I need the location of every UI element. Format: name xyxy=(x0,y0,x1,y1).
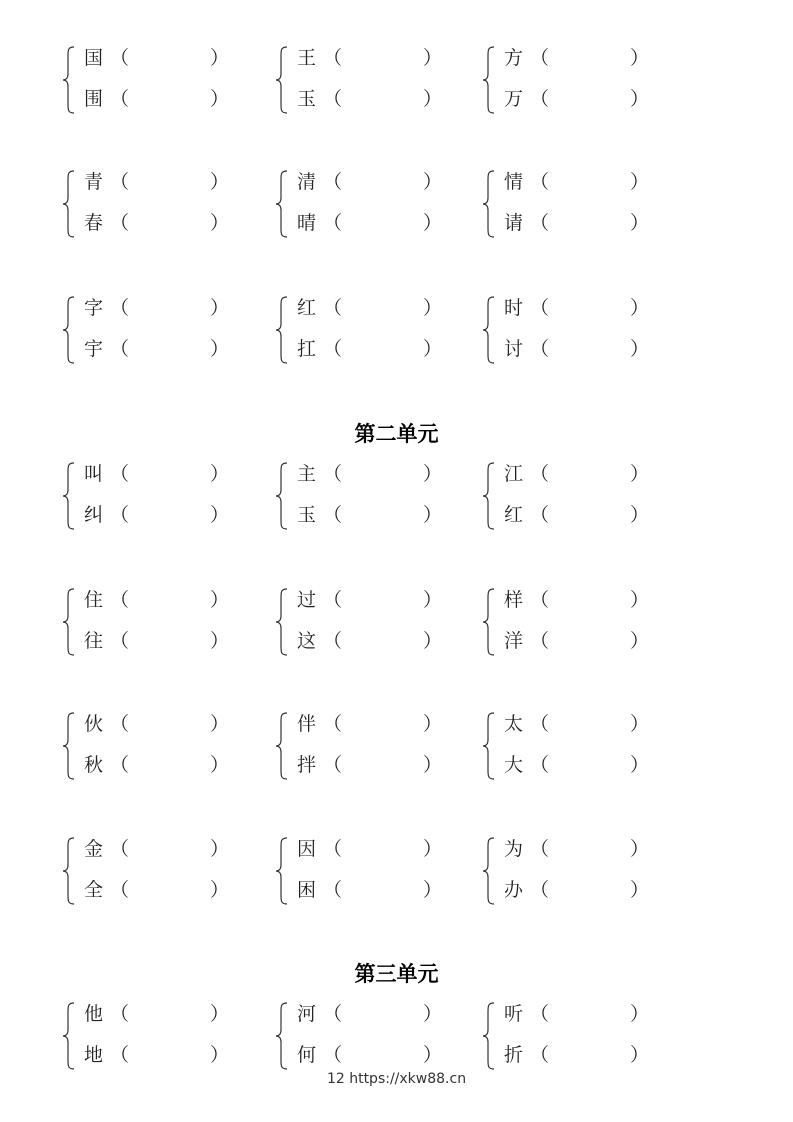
fill-in-line xyxy=(297,876,442,904)
curly-brace-icon xyxy=(482,837,496,905)
close-paren: ） xyxy=(630,504,650,526)
character: 金 xyxy=(84,838,104,860)
open-paren: （ xyxy=(530,47,550,69)
word-pair-group xyxy=(482,998,672,1074)
character: 大 xyxy=(504,754,524,776)
close-paren: ） xyxy=(423,1003,443,1025)
open-paren: （ xyxy=(110,589,130,611)
open-paren: （ xyxy=(323,338,343,360)
close-paren: ） xyxy=(630,88,650,110)
character: 方 xyxy=(504,47,524,69)
fill-in-line xyxy=(84,85,229,113)
character: 洋 xyxy=(504,630,524,652)
open-paren: （ xyxy=(110,297,130,319)
open-paren: （ xyxy=(110,171,130,193)
open-paren: （ xyxy=(530,297,550,319)
word-pair-group xyxy=(275,42,465,118)
fill-in-line xyxy=(504,44,649,72)
close-paren: ） xyxy=(630,589,650,611)
word-pair-group xyxy=(275,166,465,242)
close-paren: ） xyxy=(630,47,650,69)
character: 玉 xyxy=(297,504,317,526)
open-paren: （ xyxy=(110,212,130,234)
curly-brace-icon xyxy=(482,712,496,780)
fill-in-line xyxy=(297,835,442,863)
character: 地 xyxy=(84,1044,104,1066)
open-paren: （ xyxy=(110,713,130,735)
fill-in-line xyxy=(504,876,649,904)
character: 办 xyxy=(504,879,524,901)
close-paren: ） xyxy=(210,47,230,69)
character: 为 xyxy=(504,838,524,860)
fill-in-line xyxy=(504,85,649,113)
fill-in-line xyxy=(84,1000,229,1028)
word-pair-group xyxy=(482,458,672,534)
fill-in-line xyxy=(297,710,442,738)
close-paren: ） xyxy=(423,589,443,611)
character: 住 xyxy=(84,589,104,611)
curly-brace-icon xyxy=(62,1002,76,1070)
open-paren: （ xyxy=(323,1003,343,1025)
close-paren: ） xyxy=(630,879,650,901)
fill-in-line xyxy=(297,1041,442,1069)
open-paren: （ xyxy=(530,589,550,611)
fill-in-line xyxy=(297,168,442,196)
character: 讨 xyxy=(504,338,524,360)
character: 伴 xyxy=(297,713,317,735)
character: 河 xyxy=(297,1003,317,1025)
fill-in-line xyxy=(504,1000,649,1028)
fill-in-line xyxy=(84,209,229,237)
close-paren: ） xyxy=(210,463,230,485)
curly-brace-icon xyxy=(275,170,289,238)
close-paren: ） xyxy=(210,879,230,901)
character: 叫 xyxy=(84,463,104,485)
open-paren: （ xyxy=(530,879,550,901)
character: 折 xyxy=(504,1044,524,1066)
open-paren: （ xyxy=(530,504,550,526)
curly-brace-icon xyxy=(62,46,76,114)
fill-in-line xyxy=(504,710,649,738)
fill-in-line xyxy=(504,209,649,237)
word-pair-group xyxy=(482,708,672,784)
open-paren: （ xyxy=(530,838,550,860)
close-paren: ） xyxy=(210,338,230,360)
close-paren: ） xyxy=(210,1044,230,1066)
close-paren: ） xyxy=(630,171,650,193)
open-paren: （ xyxy=(110,463,130,485)
curly-brace-icon xyxy=(62,170,76,238)
word-pair-group xyxy=(275,458,465,534)
fill-in-line xyxy=(84,1041,229,1069)
word-pair-group xyxy=(275,708,465,784)
fill-in-line xyxy=(84,876,229,904)
open-paren: （ xyxy=(530,88,550,110)
close-paren: ） xyxy=(423,297,443,319)
character: 听 xyxy=(504,1003,524,1025)
open-paren: （ xyxy=(530,713,550,735)
curly-brace-icon xyxy=(62,462,76,530)
close-paren: ） xyxy=(423,338,443,360)
close-paren: ） xyxy=(423,88,443,110)
close-paren: ） xyxy=(423,1044,443,1066)
open-paren: （ xyxy=(110,88,130,110)
curly-brace-icon xyxy=(62,588,76,656)
character: 时 xyxy=(504,297,524,319)
close-paren: ） xyxy=(210,589,230,611)
open-paren: （ xyxy=(323,589,343,611)
unit3-heading: 第三单元 xyxy=(354,962,439,986)
character: 拌 xyxy=(297,754,317,776)
character: 过 xyxy=(297,589,317,611)
curly-brace-icon xyxy=(275,296,289,364)
open-paren: （ xyxy=(110,1044,130,1066)
curly-brace-icon xyxy=(275,46,289,114)
character: 王 xyxy=(297,47,317,69)
word-pair-group xyxy=(482,584,672,660)
fill-in-line xyxy=(84,627,229,655)
fill-in-line xyxy=(504,335,649,363)
character: 他 xyxy=(84,1003,104,1025)
character: 春 xyxy=(84,212,104,234)
close-paren: ） xyxy=(630,754,650,776)
fill-in-line xyxy=(84,44,229,72)
character: 秋 xyxy=(84,754,104,776)
character: 晴 xyxy=(297,212,317,234)
word-pair-group xyxy=(62,708,252,784)
open-paren: （ xyxy=(323,297,343,319)
open-paren: （ xyxy=(323,838,343,860)
word-pair-group xyxy=(482,833,672,909)
close-paren: ） xyxy=(423,463,443,485)
fill-in-line xyxy=(84,835,229,863)
fill-in-line xyxy=(84,335,229,363)
character: 主 xyxy=(297,463,317,485)
close-paren: ） xyxy=(423,171,443,193)
open-paren: （ xyxy=(323,879,343,901)
close-paren: ） xyxy=(423,879,443,901)
character: 何 xyxy=(297,1044,317,1066)
word-pair-group xyxy=(62,42,252,118)
fill-in-line xyxy=(504,460,649,488)
open-paren: （ xyxy=(323,1044,343,1066)
character: 清 xyxy=(297,171,317,193)
close-paren: ） xyxy=(210,171,230,193)
open-paren: （ xyxy=(530,630,550,652)
close-paren: ） xyxy=(423,713,443,735)
fill-in-line xyxy=(504,1041,649,1069)
close-paren: ） xyxy=(630,463,650,485)
open-paren: （ xyxy=(323,47,343,69)
fill-in-line xyxy=(84,501,229,529)
character: 万 xyxy=(504,88,524,110)
character: 红 xyxy=(504,504,524,526)
fill-in-line xyxy=(504,751,649,779)
curly-brace-icon xyxy=(275,837,289,905)
open-paren: （ xyxy=(110,879,130,901)
close-paren: ） xyxy=(630,212,650,234)
fill-in-line xyxy=(297,501,442,529)
character: 这 xyxy=(297,630,317,652)
close-paren: ） xyxy=(210,713,230,735)
fill-in-line xyxy=(297,1000,442,1028)
fill-in-line xyxy=(504,835,649,863)
page-footer: 12 https://xkw88.cn xyxy=(326,1071,467,1087)
character: 围 xyxy=(84,88,104,110)
close-paren: ） xyxy=(423,838,443,860)
open-paren: （ xyxy=(530,1003,550,1025)
fill-in-line xyxy=(84,710,229,738)
open-paren: （ xyxy=(323,754,343,776)
word-pair-group xyxy=(275,833,465,909)
close-paren: ） xyxy=(423,504,443,526)
close-paren: ） xyxy=(210,1003,230,1025)
character: 情 xyxy=(504,171,524,193)
word-pair-group xyxy=(62,998,252,1074)
open-paren: （ xyxy=(110,338,130,360)
fill-in-line xyxy=(297,209,442,237)
word-pair-group xyxy=(62,584,252,660)
word-pair-group xyxy=(62,292,252,368)
open-paren: （ xyxy=(110,1003,130,1025)
curly-brace-icon xyxy=(275,462,289,530)
fill-in-line xyxy=(84,294,229,322)
curly-brace-icon xyxy=(482,588,496,656)
open-paren: （ xyxy=(323,171,343,193)
curly-brace-icon xyxy=(482,296,496,364)
close-paren: ） xyxy=(630,297,650,319)
close-paren: ） xyxy=(423,630,443,652)
word-pair-group xyxy=(275,584,465,660)
character: 纠 xyxy=(84,504,104,526)
close-paren: ） xyxy=(630,713,650,735)
open-paren: （ xyxy=(530,1044,550,1066)
open-paren: （ xyxy=(110,47,130,69)
close-paren: ） xyxy=(210,838,230,860)
open-paren: （ xyxy=(110,630,130,652)
character: 样 xyxy=(504,589,524,611)
word-pair-group xyxy=(482,166,672,242)
curly-brace-icon xyxy=(275,1002,289,1070)
close-paren: ） xyxy=(423,754,443,776)
fill-in-line xyxy=(84,460,229,488)
word-pair-group xyxy=(275,998,465,1074)
close-paren: ） xyxy=(210,212,230,234)
fill-in-line xyxy=(297,627,442,655)
word-pair-group xyxy=(482,42,672,118)
open-paren: （ xyxy=(110,838,130,860)
fill-in-line xyxy=(297,44,442,72)
open-paren: （ xyxy=(110,754,130,776)
fill-in-line xyxy=(297,85,442,113)
character: 伙 xyxy=(84,713,104,735)
close-paren: ） xyxy=(630,838,650,860)
word-pair-group xyxy=(62,833,252,909)
fill-in-line xyxy=(504,586,649,614)
curly-brace-icon xyxy=(482,170,496,238)
open-paren: （ xyxy=(323,463,343,485)
close-paren: ） xyxy=(630,630,650,652)
close-paren: ） xyxy=(210,504,230,526)
character: 宇 xyxy=(84,338,104,360)
close-paren: ） xyxy=(210,630,230,652)
close-paren: ） xyxy=(630,338,650,360)
character: 国 xyxy=(84,47,104,69)
fill-in-line xyxy=(504,168,649,196)
curly-brace-icon xyxy=(482,46,496,114)
character: 因 xyxy=(297,838,317,860)
fill-in-line xyxy=(84,168,229,196)
character: 全 xyxy=(84,879,104,901)
word-pair-group xyxy=(62,458,252,534)
fill-in-line xyxy=(504,501,649,529)
open-paren: （ xyxy=(323,212,343,234)
fill-in-line xyxy=(297,460,442,488)
character: 字 xyxy=(84,297,104,319)
curly-brace-icon xyxy=(62,837,76,905)
close-paren: ） xyxy=(423,47,443,69)
open-paren: （ xyxy=(530,171,550,193)
character: 青 xyxy=(84,171,104,193)
unit2-heading: 第二单元 xyxy=(354,422,439,446)
open-paren: （ xyxy=(530,212,550,234)
fill-in-line xyxy=(297,335,442,363)
close-paren: ） xyxy=(630,1044,650,1066)
open-paren: （ xyxy=(323,88,343,110)
fill-in-line xyxy=(84,586,229,614)
fill-in-line xyxy=(297,294,442,322)
character: 红 xyxy=(297,297,317,319)
curly-brace-icon xyxy=(482,462,496,530)
character: 请 xyxy=(504,212,524,234)
curly-brace-icon xyxy=(275,588,289,656)
character: 困 xyxy=(297,879,317,901)
close-paren: ） xyxy=(210,297,230,319)
fill-in-line xyxy=(84,751,229,779)
close-paren: ） xyxy=(423,212,443,234)
curly-brace-icon xyxy=(482,1002,496,1070)
open-paren: （ xyxy=(323,630,343,652)
character: 往 xyxy=(84,630,104,652)
fill-in-line xyxy=(504,627,649,655)
character: 江 xyxy=(504,463,524,485)
close-paren: ） xyxy=(630,1003,650,1025)
fill-in-line xyxy=(297,586,442,614)
open-paren: （ xyxy=(323,504,343,526)
open-paren: （ xyxy=(110,504,130,526)
character: 扛 xyxy=(297,338,317,360)
curly-brace-icon xyxy=(62,296,76,364)
fill-in-line xyxy=(504,294,649,322)
curly-brace-icon xyxy=(62,712,76,780)
open-paren: （ xyxy=(323,713,343,735)
close-paren: ） xyxy=(210,754,230,776)
open-paren: （ xyxy=(530,338,550,360)
curly-brace-icon xyxy=(275,712,289,780)
word-pair-group xyxy=(482,292,672,368)
word-pair-group xyxy=(275,292,465,368)
fill-in-line xyxy=(297,751,442,779)
open-paren: （ xyxy=(530,754,550,776)
close-paren: ） xyxy=(210,88,230,110)
word-pair-group xyxy=(62,166,252,242)
character: 太 xyxy=(504,713,524,735)
open-paren: （ xyxy=(530,463,550,485)
character: 玉 xyxy=(297,88,317,110)
